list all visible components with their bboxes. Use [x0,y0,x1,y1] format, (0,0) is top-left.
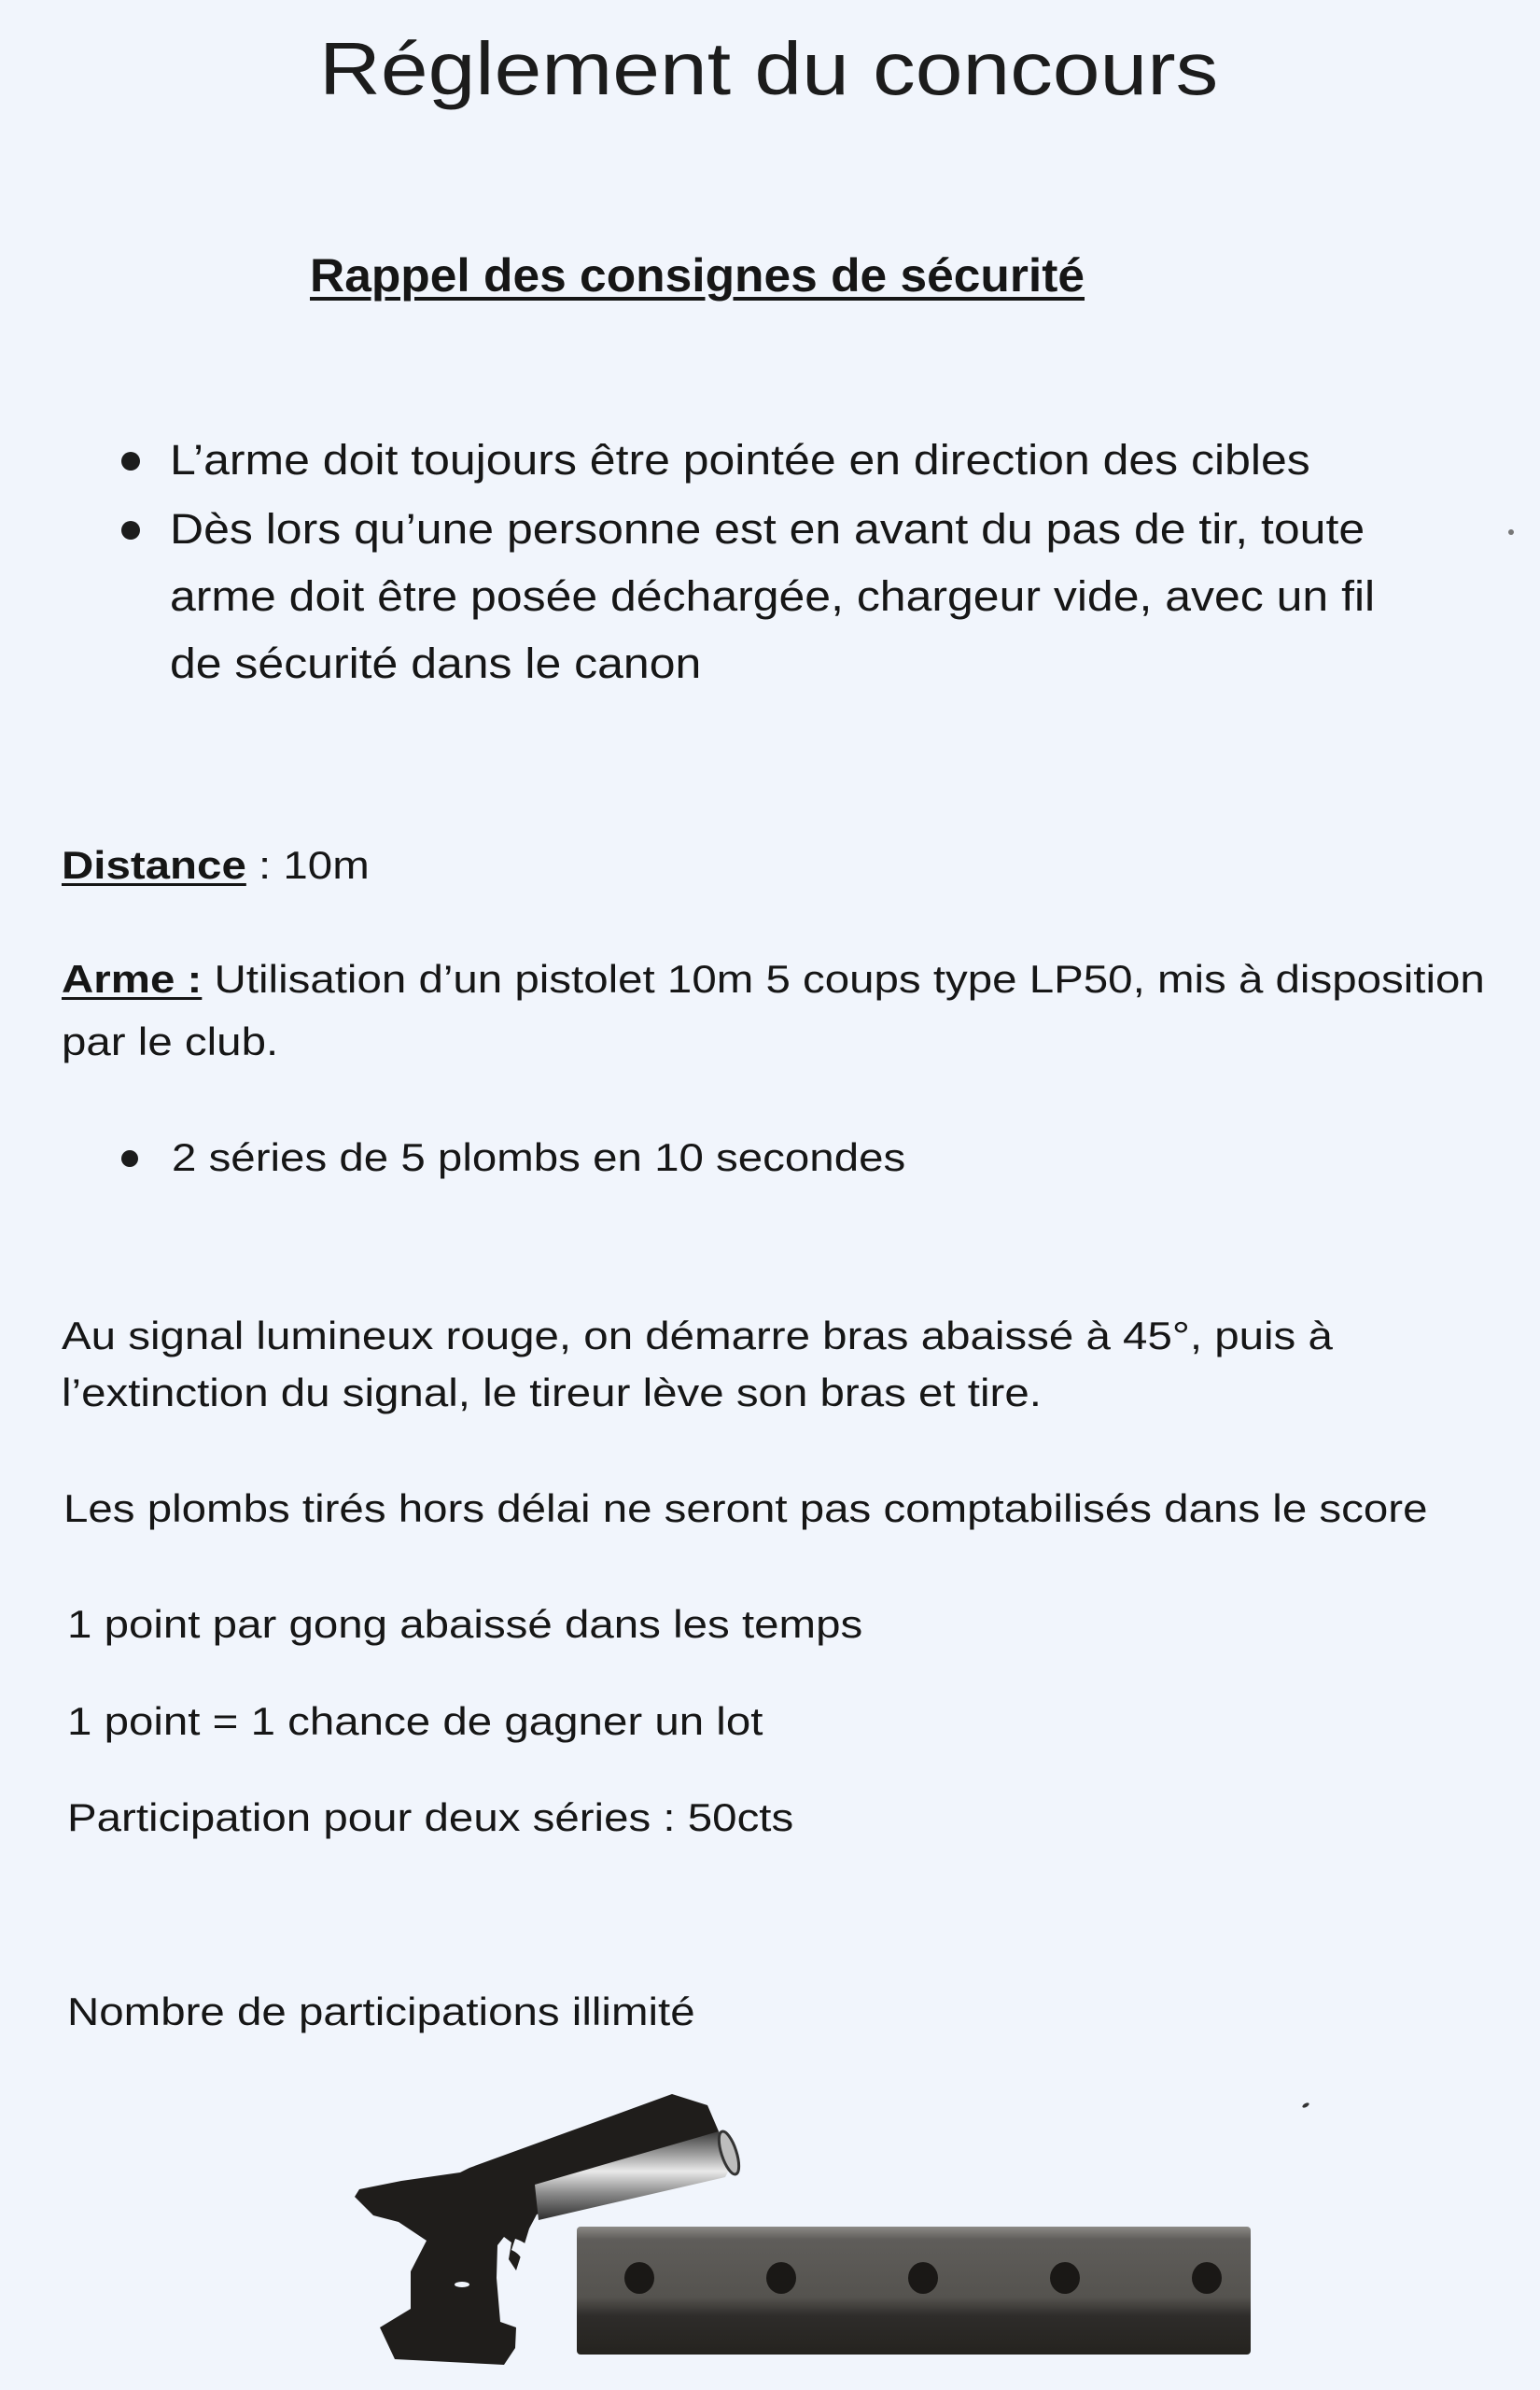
signal-text-line-2: l’extinction du signal, le tireur lève son bras et tire. [62,1371,1042,1414]
scan-speck [1508,529,1514,535]
fee-rule: Participation pour deux séries : 50cts [67,1795,794,1839]
page-title: Réglement du concours [319,27,1219,110]
prize-rule: 1 point = 1 chance de gagner un lot [67,1699,763,1743]
scan-speck [1302,2102,1310,2108]
distance-value: 10m [283,843,370,887]
safety-rule-1: L’arme doit toujours être pointée en direction des cibles [170,436,1310,484]
illustration [336,2073,1269,2381]
target-hole [624,2262,654,2294]
distance-separator: : [245,843,284,887]
gong-target-icon [577,2227,1251,2355]
target-hole [1192,2262,1222,2294]
safety-rule-2-line-1: Dès lors qu’une personne est en avant du pas de tir, toute [170,505,1365,553]
safety-rule-2-line-2: arme doit être posée déchargée, chargeur vide, avec un fil [170,572,1376,620]
bullet-icon [121,452,140,471]
distance-label: Distance [62,843,246,887]
participation-limit: Nombre de participations illimité [67,1989,695,2033]
safety-rule-2-line-3: de sécurité dans le canon [170,640,702,687]
signal-text-line-1: Au signal lumineux rouge, on démarre bras abaissé à 45°, puis à [62,1314,1333,1357]
arme-line-2: par le club. [62,1019,279,1063]
target-hole [766,2262,796,2294]
arme-line-1 [62,957,1485,1001]
series-rule: 2 séries de 5 plombs en 10 secondes [172,1135,906,1179]
section-heading-safety: Rappel des consignes de sécurité [310,249,1085,302]
late-shots-rule: Les plombs tirés hors délai ne seront pas comptabilisés dans le score [63,1486,1428,1530]
bullet-icon [121,521,140,540]
scoring-rule: 1 point par gong abaissé dans les temps [67,1602,863,1646]
distance-line [62,843,370,887]
bullet-icon [121,1150,138,1167]
target-hole [908,2262,938,2294]
target-hole [1050,2262,1080,2294]
arme-label: Arme : [62,957,203,1001]
arme-text-1: Utilisation d’un pistolet 10m 5 coups type LP50, mis à disposition [202,957,1485,1001]
